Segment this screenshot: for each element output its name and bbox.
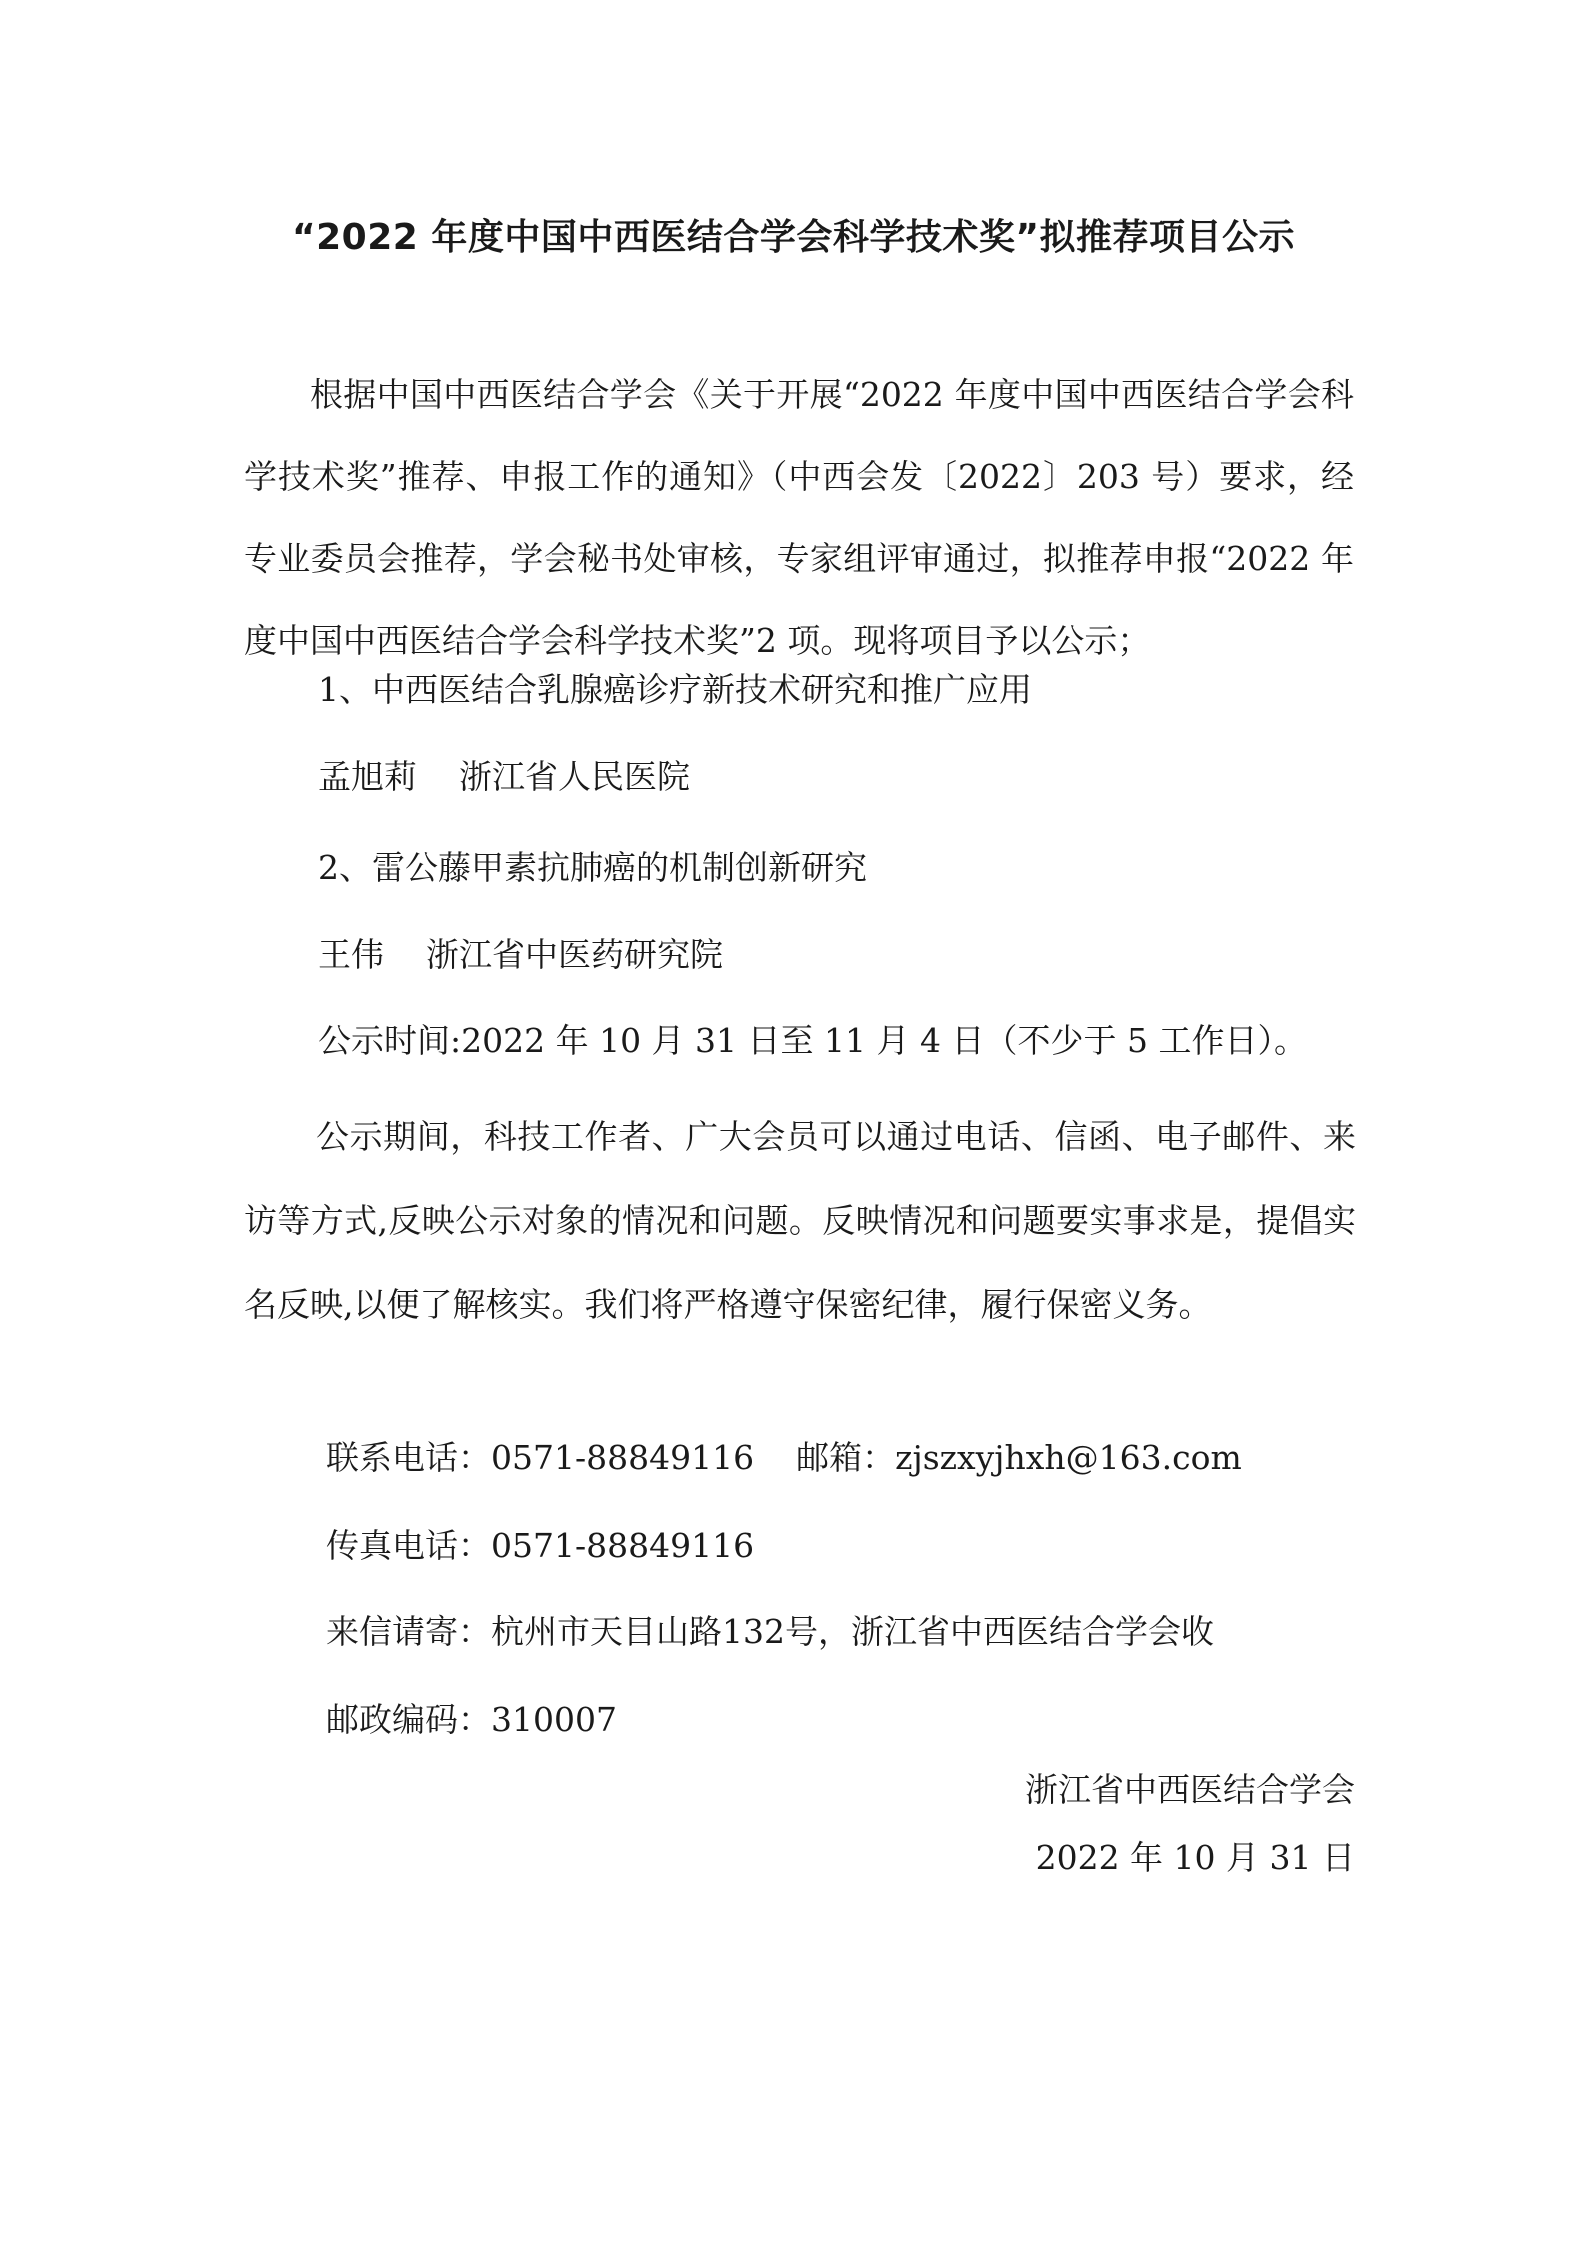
document-title: “2022 年度中国中西医结合学会科学技术奖”拟推荐项目公示 — [291, 217, 1296, 258]
contact-line — [326, 1430, 1366, 1486]
intro-paragraph: 根据中国中西医结合学会《关于开展“2022 年度中国中西医结合学会科学技术奖”推荐、申报工作的通知》（中西会发〔2022〕203 号）要求，经专业委员会推荐，学会秘书处审核，专家组评审通过，拟推荐申报“2022 年度中国中西医结合学会科学技术奖”2 项。现将项目予以公示； — [244, 375, 1354, 660]
signature-organization: 浙江省中西医结合学会 — [1025, 1770, 1355, 1809]
project-2-title: 2、雷公藤甲素抗肺癌的机制创新研究 — [318, 848, 867, 887]
project-2-person: 王伟 — [318, 935, 384, 974]
signature-date: 2022 年 10 月 31 日 — [1035, 1838, 1355, 1877]
project-2-institution: 浙江省中医药研究院 — [426, 935, 723, 974]
project-2-owner — [318, 927, 1358, 983]
contact-fax: 传真电话：0571-88849116 — [326, 1526, 755, 1565]
contact-email: 邮箱：zjszxyjhxh@163.com — [796, 1438, 1242, 1477]
project-1-title: 1、中西医结合乳腺癌诊疗新技术研究和推广应用 — [318, 670, 1032, 709]
contact-phone: 联系电话：0571-88849116 — [326, 1438, 755, 1477]
publicity-period: 公示时间:2022 年 10 月 31 日至 11 月 4 日（不少于 5 工作日）。 — [318, 1021, 1307, 1060]
notice-paragraph: 公示期间，科技工作者、广大会员可以通过电话、信函、电子邮件、来访等方式,反映公示对象的情况和问题。反映情况和问题要实事求是，提倡实名反映,以便了解核实。我们将严格遵守保密纪律，履行保密义务。 — [244, 1117, 1356, 1324]
contact-mail-address: 来信请寄：杭州市天目山路132号，浙江省中西医结合学会收 — [326, 1612, 1214, 1651]
project-1-person: 孟旭莉 — [318, 757, 417, 796]
contact-postcode: 邮政编码：310007 — [326, 1700, 617, 1739]
project-1-institution: 浙江省人民医院 — [459, 757, 690, 796]
project-1-owner — [318, 749, 1358, 805]
